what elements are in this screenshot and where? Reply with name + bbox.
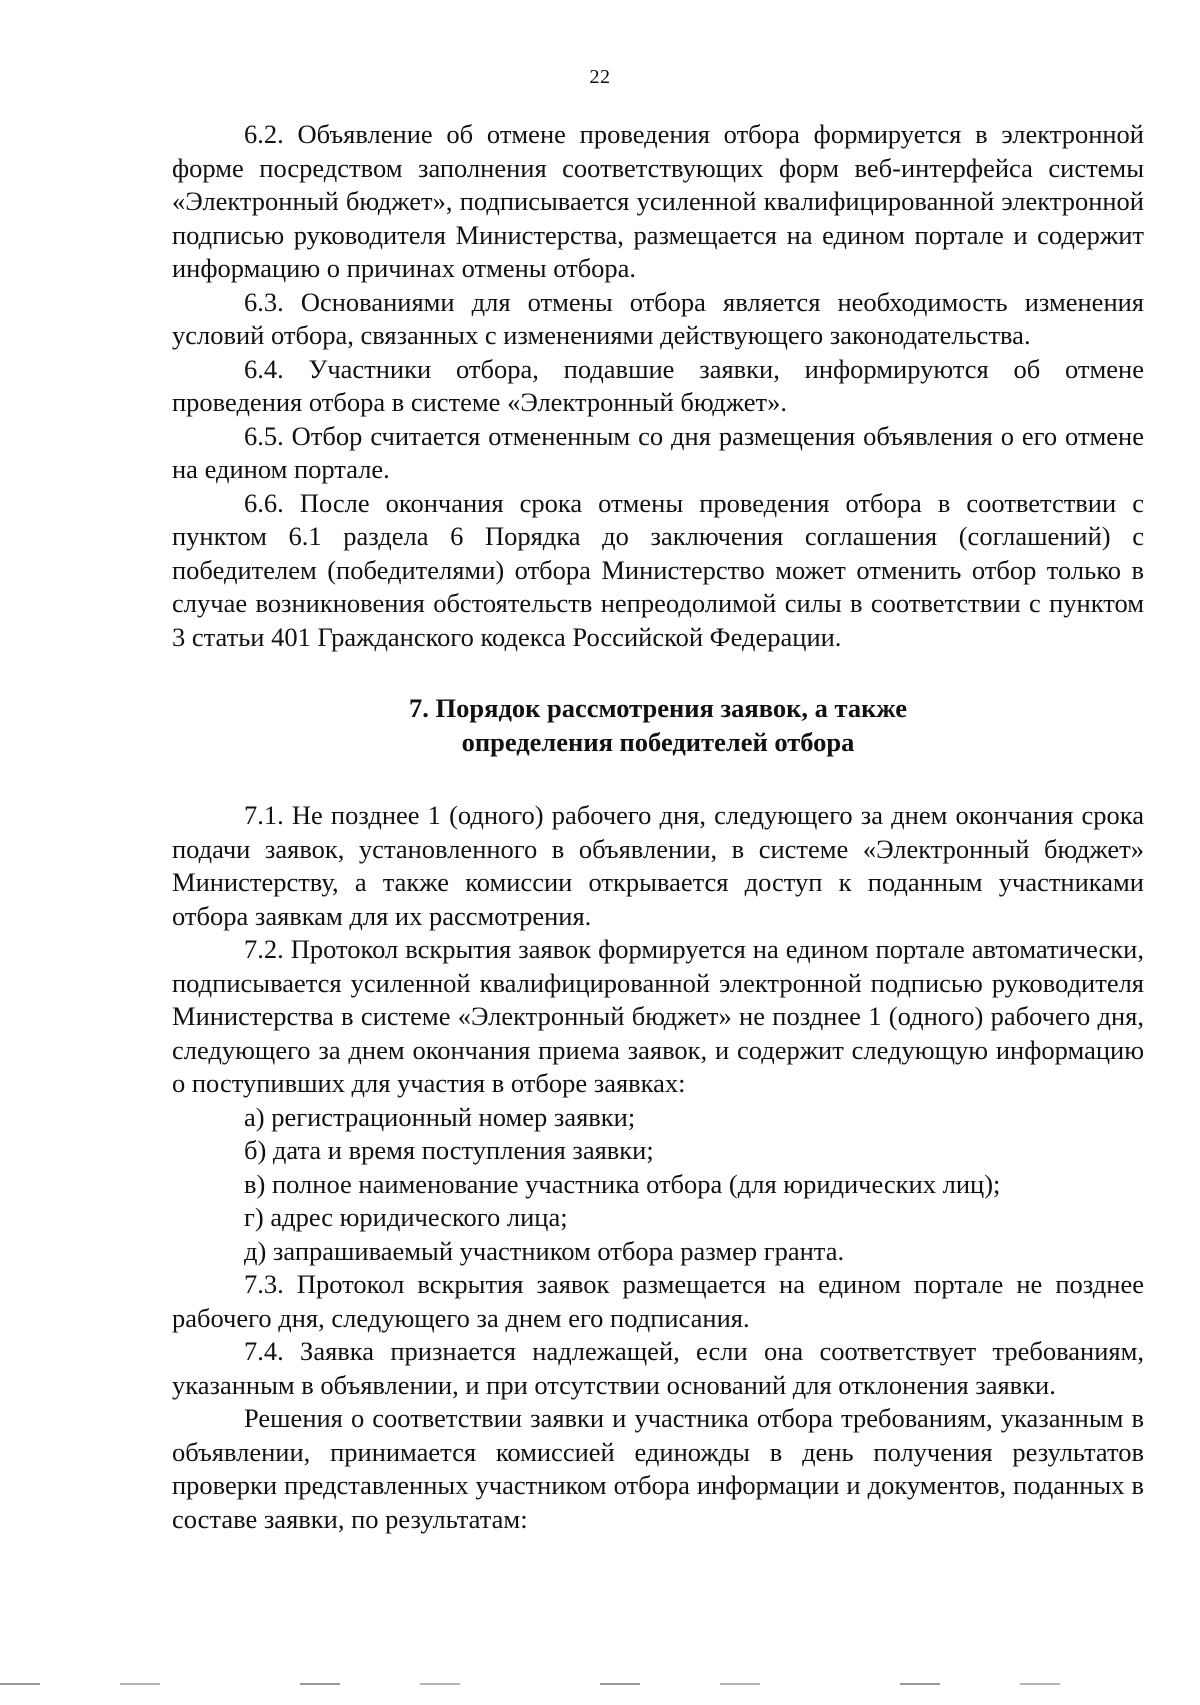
paragraph-6-4: 6.4. Участники отбора, подавшие заявки, информируются об отмене проведения отбора в системе «Электронный бюджет». <box>172 353 1144 417</box>
section-7-heading-line-1: 7. Порядок рассмотрения заявок, а также <box>409 693 907 723</box>
list-item-d: д) запрашиваемый участником отбора размер гранта. <box>244 1235 845 1266</box>
list-item-v: в) полное наименование участника отбора (для юридических лиц); <box>244 1168 1001 1199</box>
paragraph-6-5: 6.5. Отбор считается отмененным со дня размещения объявления о его отмене на едином портале. <box>172 420 1144 484</box>
paragraph-decisions: Решения о соответствии заявки и участника отбора требованиям, указанным в объявлении, принимается комиссией единожды в день получения результатов проверки представленных участником отбора информации и документов, поданных в составе заявки, по результатам: <box>172 1403 1144 1534</box>
list-item-a: а) регистрационный номер заявки; <box>244 1101 636 1132</box>
paragraph-7-1: 7.1. Не позднее 1 (одного) рабочего дня, следующего за днем окончания срока подачи заявок, установленного в объявлении, в системе «Электронный бюджет» Министерству, а также комиссии открывается доступ к поданным участниками отбора заявкам для их рассмотрения. <box>172 800 1144 931</box>
document-body <box>172 118 1144 1536</box>
paragraph-7-3: 7.3. Протокол вскрытия заявок размещается на едином портале не позднее рабочего дня, следующего за днем его подписания. <box>172 1269 1144 1333</box>
scan-edge-artifact <box>0 1683 1200 1685</box>
list-item-b: б) дата и время поступления заявки; <box>244 1135 654 1165</box>
paragraph-7-4: 7.4. Заявка признается надлежащей, если она соответствует требованиям, указанным в объявлении, и при отсутствии оснований для отклонения заявки. <box>172 1336 1144 1400</box>
page-number: 22 <box>589 66 611 88</box>
paragraph-7-2: 7.2. Протокол вскрытия заявок формируется на едином портале автоматически, подписывается усиленной квалифицированной электронной подписью руководителя Министерства в системе «Электронный бюджет» не позднее 1 (одного) рабочего дня, следующего за днем окончания приема заявок, и содержит следующую информацию о поступивших для участия в отборе заявках: <box>172 934 1144 1098</box>
list-item-g: г) адрес юридического лица; <box>244 1202 568 1232</box>
paragraph-6-2: 6.2. Объявление об отмене проведения отбора формируется в электронной форме посредством заполнения соответствующих форм веб-интерфейса системы «Электронный бюджет», подписывается усиленной квалифицированной электронной подписью руководителя Министерства, размещается на едином портале и содержит информацию о причинах отмены отбора. <box>172 119 1144 283</box>
paragraph-6-3: 6.3. Основаниями для отмены отбора является необходимость изменения условий отбора, связанных с изменениями действующего законодательства. <box>172 286 1144 350</box>
section-7-heading <box>172 691 1144 759</box>
section-7-heading-line-2: определения победителей отбора <box>461 727 855 757</box>
paragraph-6-6: 6.6. После окончания срока отмены проведения отбора в соответствии с пунктом 6.1 раздела 6 Порядка до заключения соглашения (соглашений) с победителем (победителями) отбора Министерство может отменить отбор только в случае возникновения обстоятельств непреодолимой силы в соответствии с пунктом 3 статьи 401 Гражданского кодекса Российской Федерации. <box>172 487 1144 652</box>
